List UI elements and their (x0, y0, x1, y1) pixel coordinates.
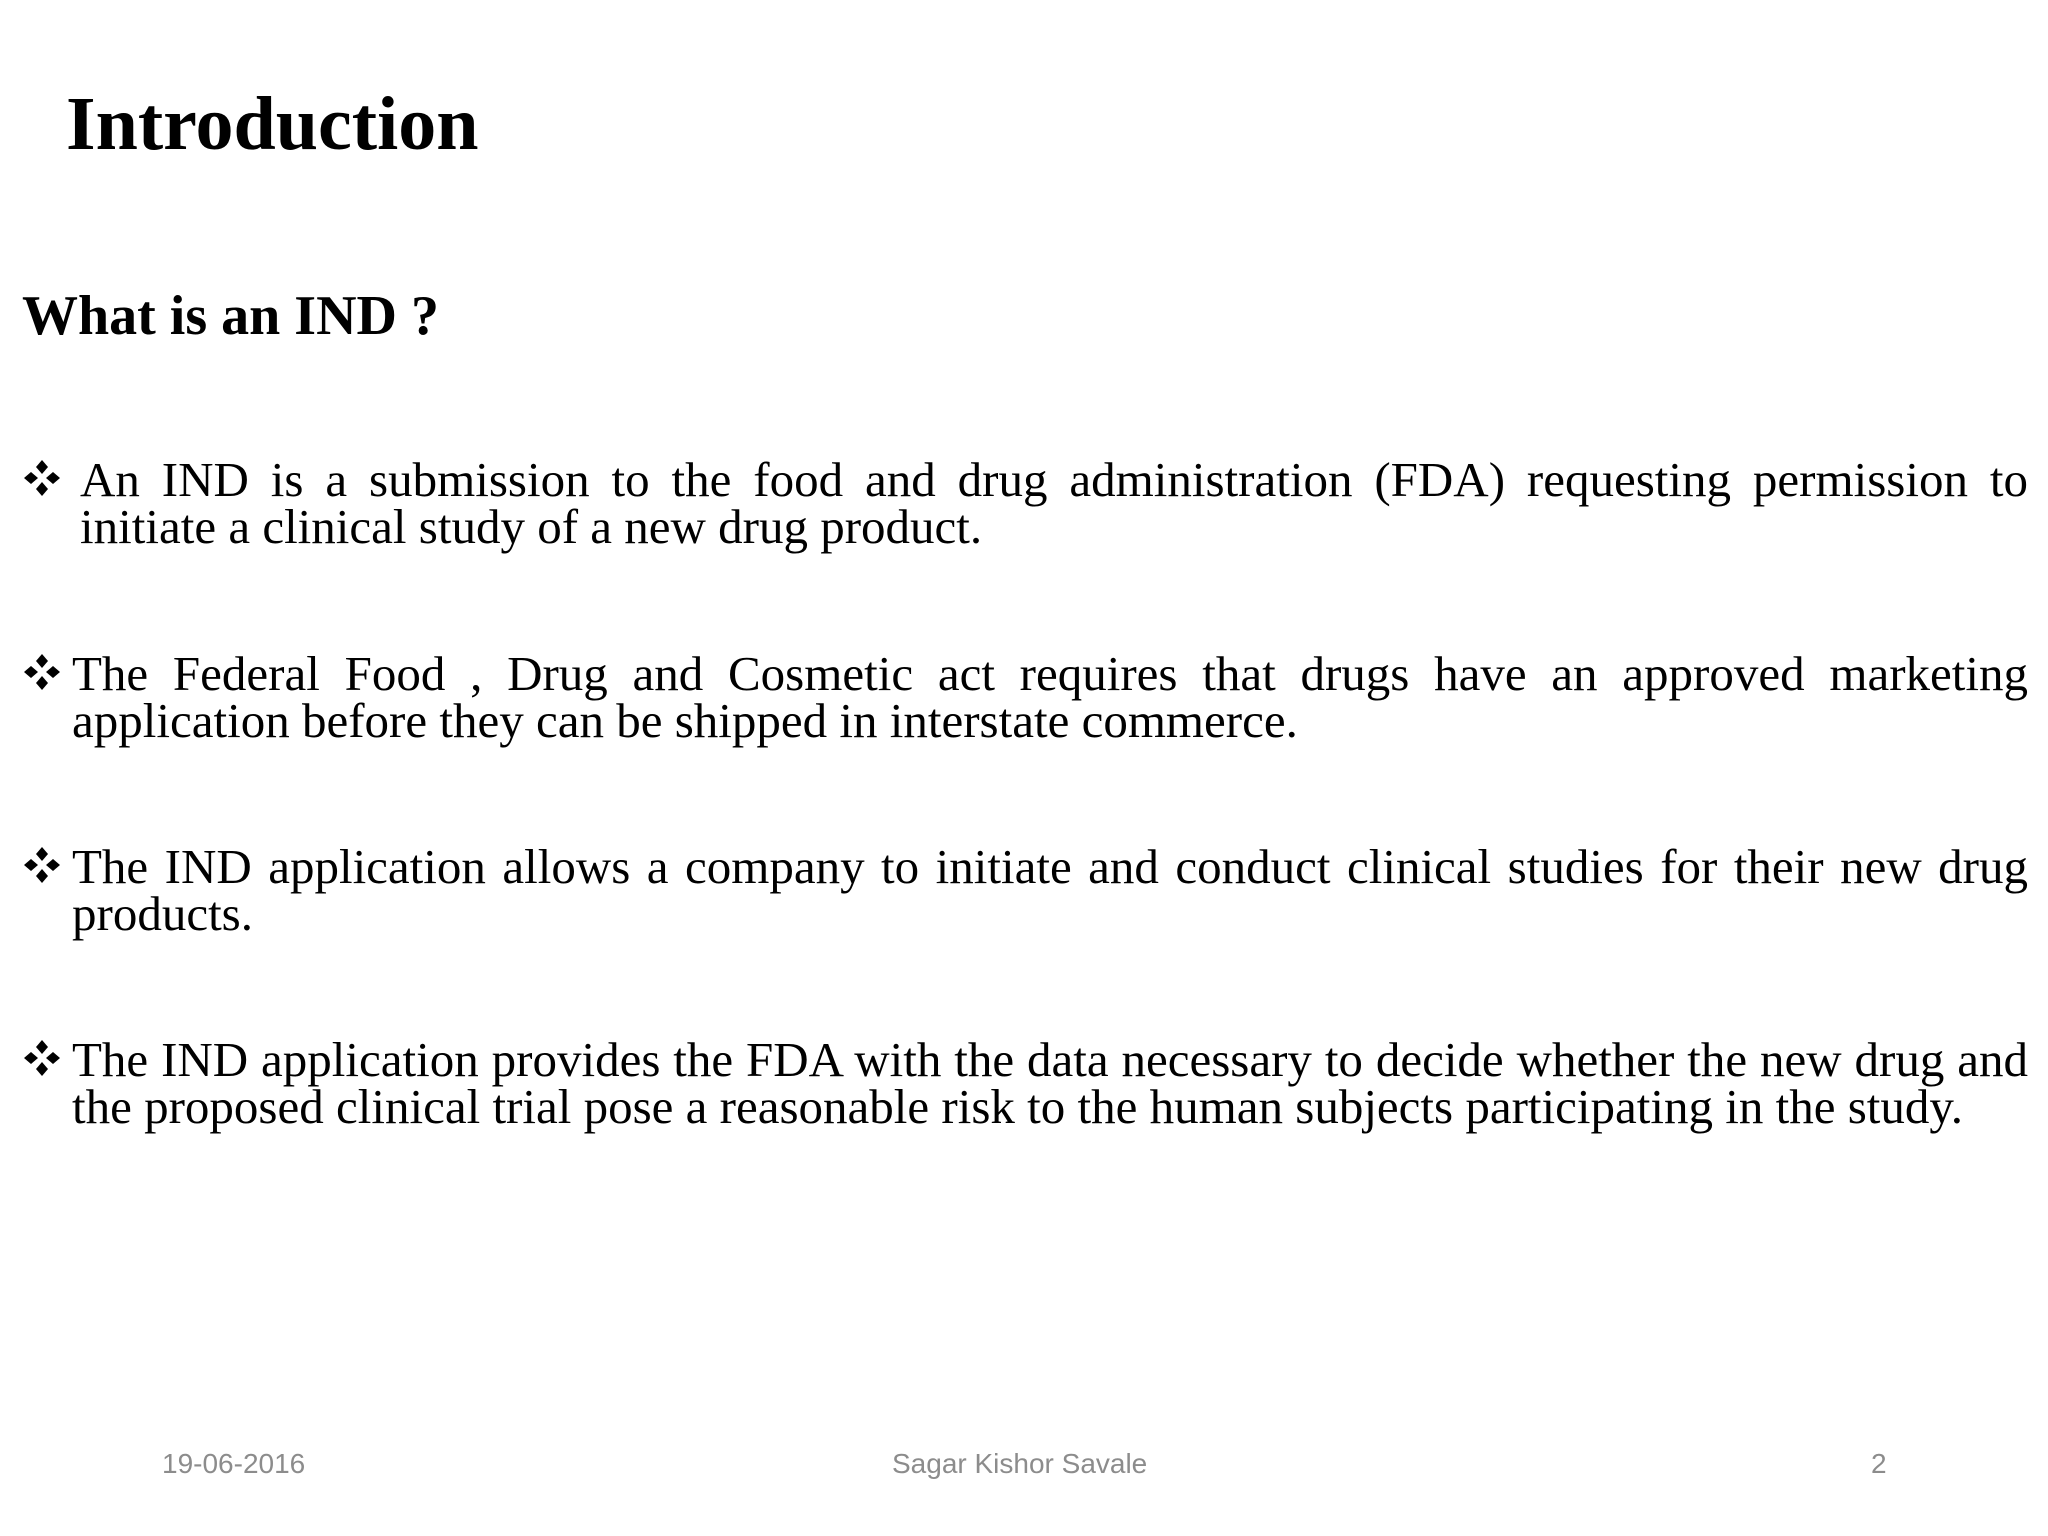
footer-page-number: 2 (1871, 1448, 1887, 1479)
slide-title: Introduction (66, 82, 479, 166)
footer-author: Sagar Kishor Savale (892, 1448, 1148, 1479)
diamond-bullet-icon (22, 458, 72, 505)
bullet-item-3 (22, 839, 2028, 941)
diamond-bullet-icon (22, 845, 72, 892)
bullet-item-4 (22, 1032, 2028, 1134)
slide-subtitle: What is an IND ? (22, 285, 439, 347)
bullet-item-1 (22, 452, 2028, 554)
bullet-item-2 (22, 646, 2028, 748)
bullet-text-3: The IND application allows a company to initiate and conduct clinical studies for their new drug products. (72, 839, 2028, 941)
diamond-bullet-icon (22, 1038, 72, 1085)
bullet-text-2: The Federal Food , Drug and Cosmetic act requires that drugs have an approved marketing application before they can be shipped in interstate commerce. (72, 646, 2028, 748)
bullet-text-4: The IND application provides the FDA with the data necessary to decide whether the new drug and the proposed clinical trial pose a reasonable risk to the human subjects participating in the study. (72, 1032, 2028, 1134)
diamond-bullet-icon (22, 652, 72, 699)
footer-date: 19-06-2016 (162, 1448, 306, 1479)
bullet-text-1: An IND is a submission to the food and drug administration (FDA) requesting permission to initiate a clinical study of a new drug product. (80, 452, 2028, 554)
